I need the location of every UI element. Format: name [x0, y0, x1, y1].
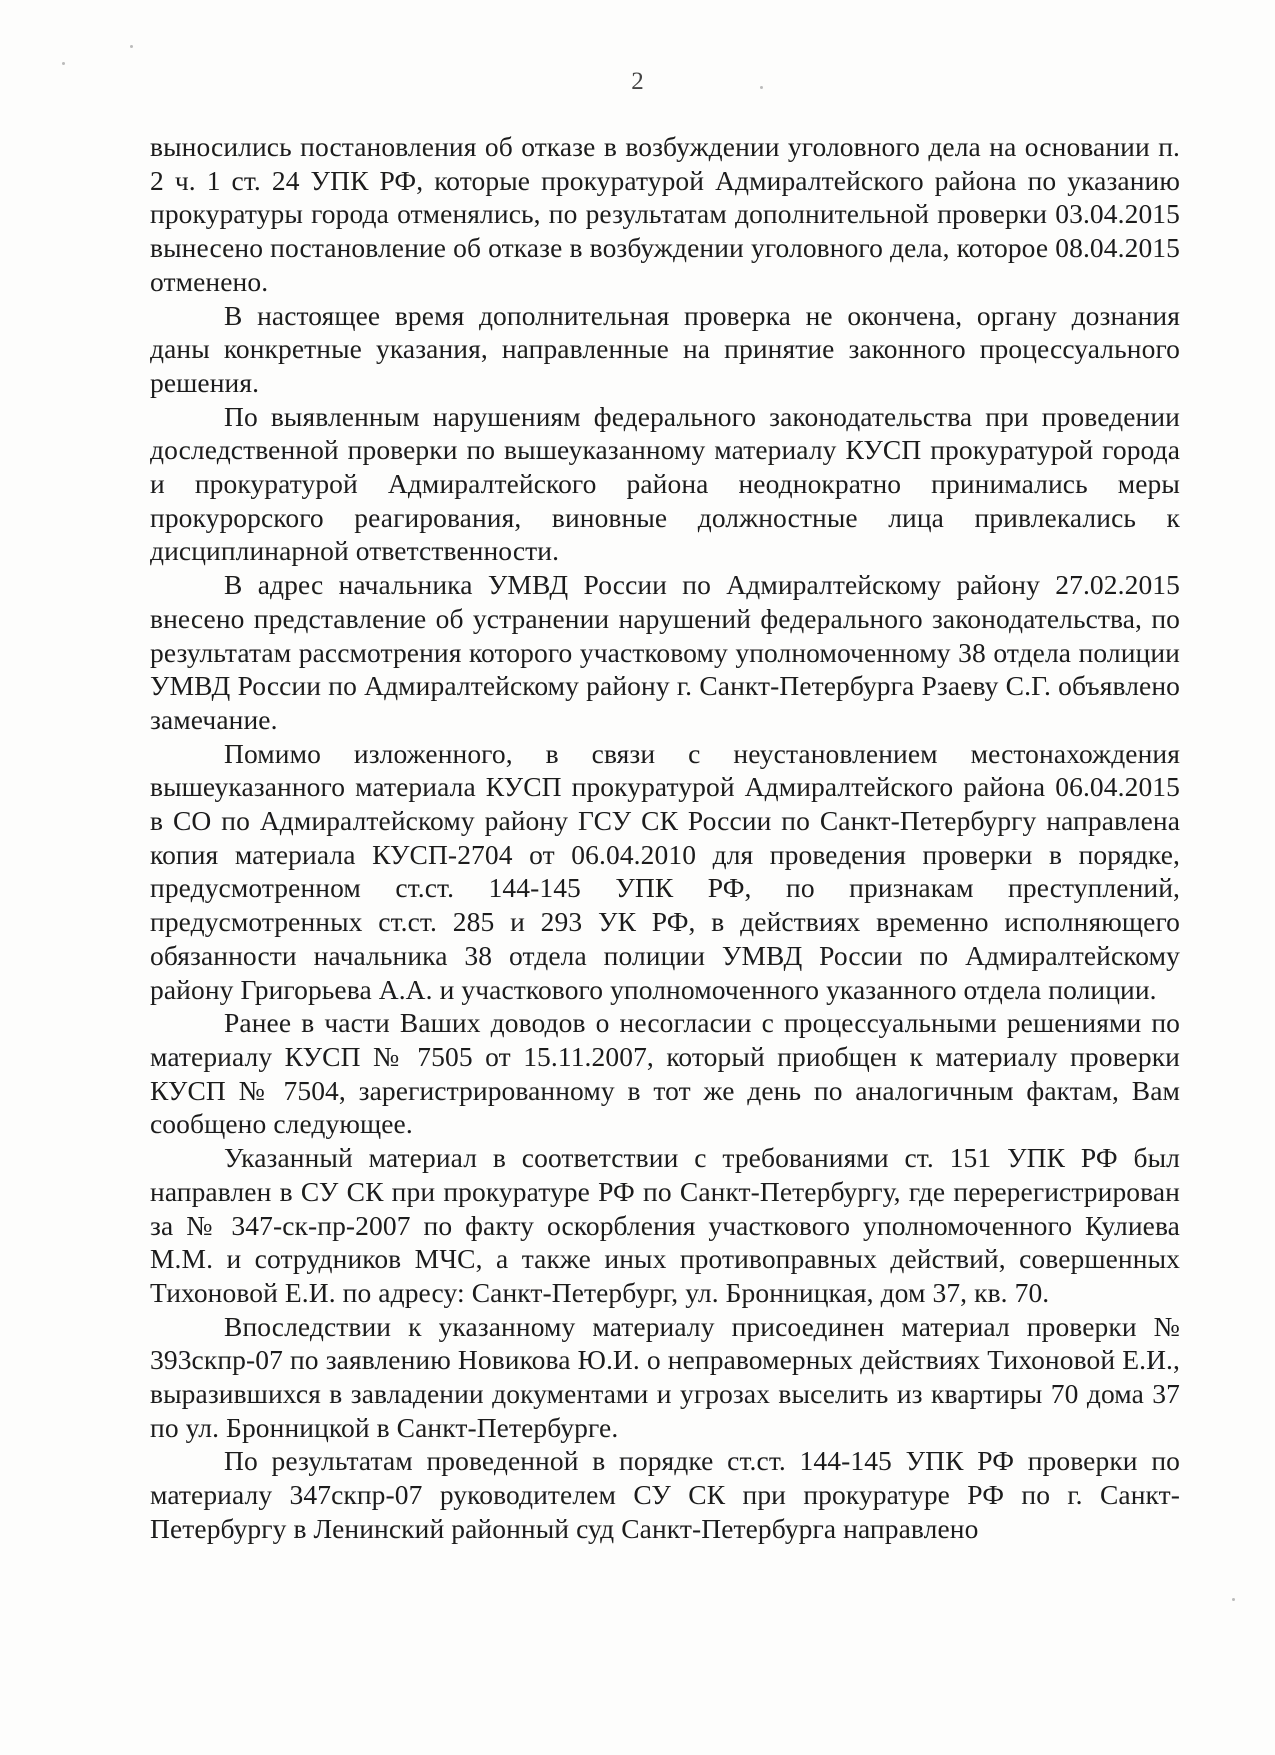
paragraph: Впоследствии к указанному материалу присоединен материал проверки № 393скпр-07 по заявлению Новикова Ю.И. о неправомерных действиях Тихоновой Е.И., выразившихся в завладении документами и угрозах выселить из квартиры 70 дома 37 по ул. Бронницкой в Санкт-Петербурге. [150, 1310, 1180, 1443]
scan-speck [1232, 1598, 1235, 1601]
document-body [150, 130, 1180, 1546]
paragraph: Ранее в части Ваших доводов о несогласии с процессуальными решениями по материалу КУСП № 7505 от 15.11.2007, который приобщен к материалу проверки КУСП № 7504, зарегистрированному в тот же день по аналогичным фактам, Вам сообщено следующее. [150, 1007, 1180, 1140]
paragraph: Указанный материал в соответствии с требованиями ст. 151 УПК РФ был направлен в СУ СК при прокуратуре РФ по Санкт-Петербургу, где перерегистрирован за № 347-ск-пр-2007 по факту оскорбления участкового уполномоченного Кулиева М.М. и сотрудников МЧС, а также иных противоправных действий, совершенных Тихоновой Е.И. по адресу: Санкт-Петербург, ул. Бронницкая, дом 37, кв. 70. [150, 1142, 1180, 1308]
paragraph: В адрес начальника УМВД России по Адмиралтейскому району 27.02.2015 внесено представление об устранении нарушений федерального законодательства, по результатам рассмотрения которого участковому уполномоченному 38 отдела полиции УМВД России по Адмиралтейскому району г. Санкт-Петербурга Рзаеву С.Г. объявлено замечание. [150, 569, 1180, 735]
scan-speck [62, 62, 65, 65]
scan-speck [130, 45, 133, 48]
page-number: 2 [631, 68, 644, 95]
paragraph-last: По результатам проведенной в порядке ст.ст. 144-145 УПК РФ проверки по материалу 347скпр-07 руководителем СУ СК при прокуратуре РФ по г. Санкт-Петербургу в Ленинский районный суд Санкт-Петербурга направлено [150, 1445, 1180, 1544]
paragraph: выносились постановления об отказе в возбуждении уголовного дела на основании п. 2 ч. 1 ст. 24 УПК РФ, которые прокуратурой Адмиралтейского района по указанию прокуратуры города отменялись, по результатам дополнительной проверки 03.04.2015 вынесено постановление об отказе в возбуждении уголовного дела, которое 08.04.2015 отменено. [150, 131, 1180, 297]
paragraph: Помимо изложенного, в связи с неустановлением местонахождения вышеуказанного материала КУСП прокуратурой Адмиралтейского района 06.04.2015 в СО по Адмиралтейскому району ГСУ СК России по Санкт-Петербургу направлена копия материала КУСП-2704 от 06.04.2010 для проведения проверки в порядке, предусмотренном ст.ст. 144-145 УПК РФ, по признакам преступлений, предусмотренных ст.ст. 285 и 293 УК РФ, в действиях временно исполняющего обязанности начальника 38 отдела полиции УМВД России по Адмиралтейскому району Григорьева А.А. и участкового уполномоченного указанного отдела полиции. [150, 737, 1180, 1005]
scan-speck [760, 86, 763, 89]
paragraph: В настоящее время дополнительная проверка не окончена, органу дознания даны конкретные указания, направленные на принятие законного процессуального решения. [150, 299, 1180, 398]
paragraph: По выявленным нарушениям федерального законодательства при проведении доследственной проверки по вышеуказанному материалу КУСП прокуратурой города и прокуратурой Адмиралтейского района неоднократно принимались меры прокурорского реагирования, виновные должностные лица привлекались к дисциплинарной ответственности. [150, 400, 1180, 567]
